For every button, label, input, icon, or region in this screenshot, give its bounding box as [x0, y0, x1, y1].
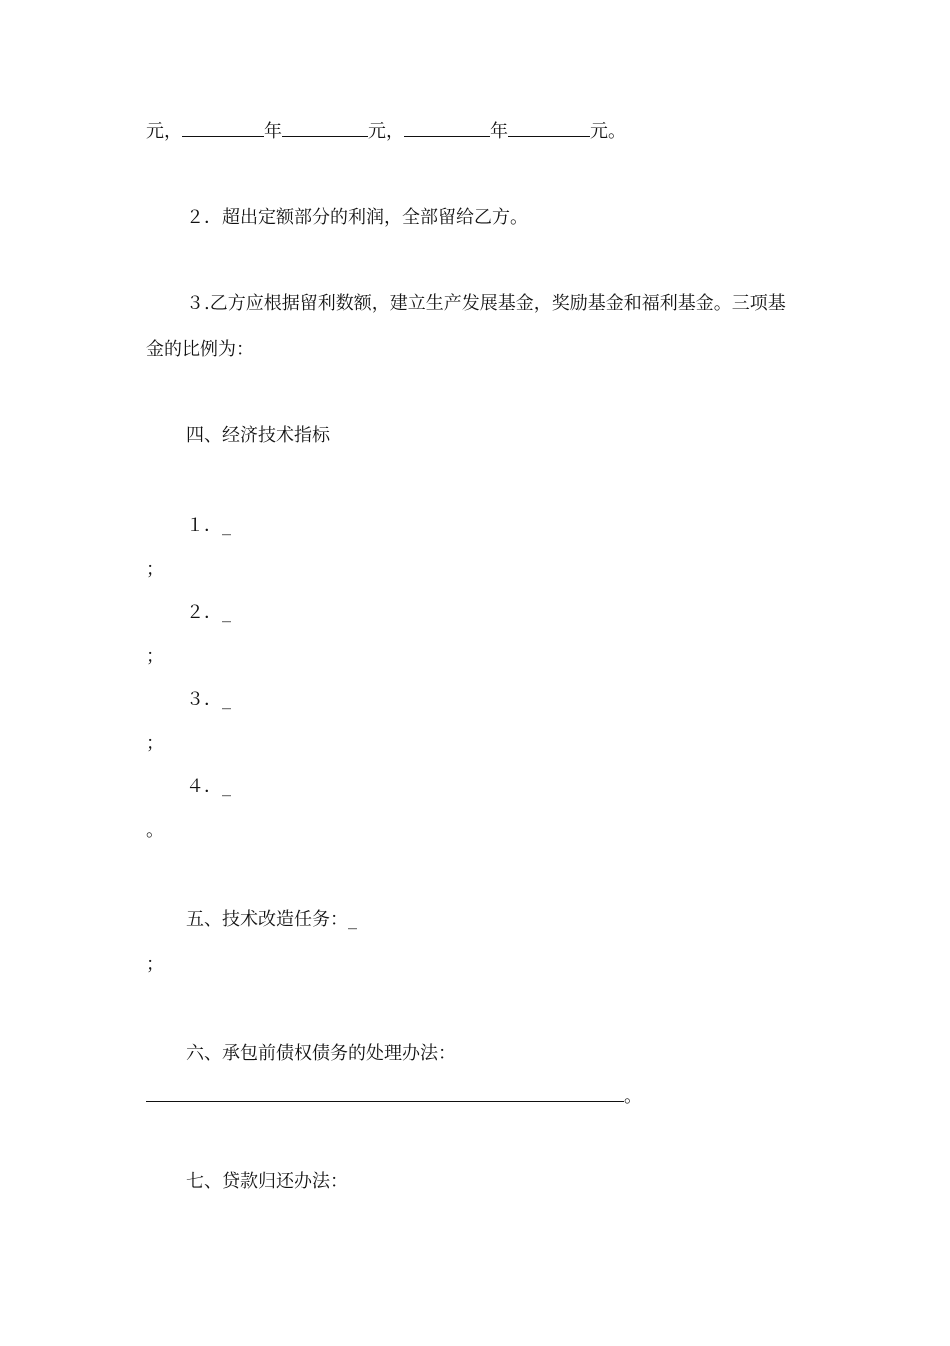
amount-line — [146, 118, 626, 144]
indicator-4-label: ４．_ — [186, 776, 231, 797]
indicator-4-end: 。 — [146, 820, 164, 841]
blank-4 — [508, 118, 590, 137]
text-nian-1: 年 — [264, 121, 282, 142]
indicator-1-label: １．_ — [186, 515, 231, 536]
blank-1 — [182, 118, 264, 137]
indicator-1-end: ； — [146, 559, 164, 580]
indicator-3-end: ； — [146, 733, 164, 754]
indicator-2-end: ； — [146, 646, 164, 667]
section-6-end: 。 — [624, 1086, 642, 1107]
section-6-title: 六、承包前债权债务的处理办法： — [186, 1043, 456, 1064]
text-yuan-1: 元， — [146, 121, 182, 142]
text-yuan-3: 元。 — [590, 121, 626, 142]
clause-2: ２．超出定额部分的利润，全部留给乙方。 — [186, 207, 528, 228]
indicator-3-label: ３．_ — [186, 689, 231, 710]
section-4-title: 四、经济技术指标 — [186, 425, 330, 446]
section-6-blank-line — [146, 1101, 624, 1102]
clause-3-line-2: 金的比例为： — [146, 339, 254, 360]
text-nian-2: 年 — [490, 121, 508, 142]
section-5-title: 五、技术改造任务：_ — [186, 909, 357, 930]
blank-3 — [404, 118, 490, 137]
section-7-title: 七、贷款归还办法： — [186, 1171, 348, 1192]
indicator-2-label: ２．_ — [186, 602, 231, 623]
section-5-end: ； — [146, 954, 164, 975]
text-yuan-2: 元， — [368, 121, 404, 142]
clause-3-line-1: ３.乙方应根据留利数额，建立生产发展基金，奖励基金和福利基金。三项基 — [186, 293, 786, 314]
blank-2 — [282, 118, 368, 137]
